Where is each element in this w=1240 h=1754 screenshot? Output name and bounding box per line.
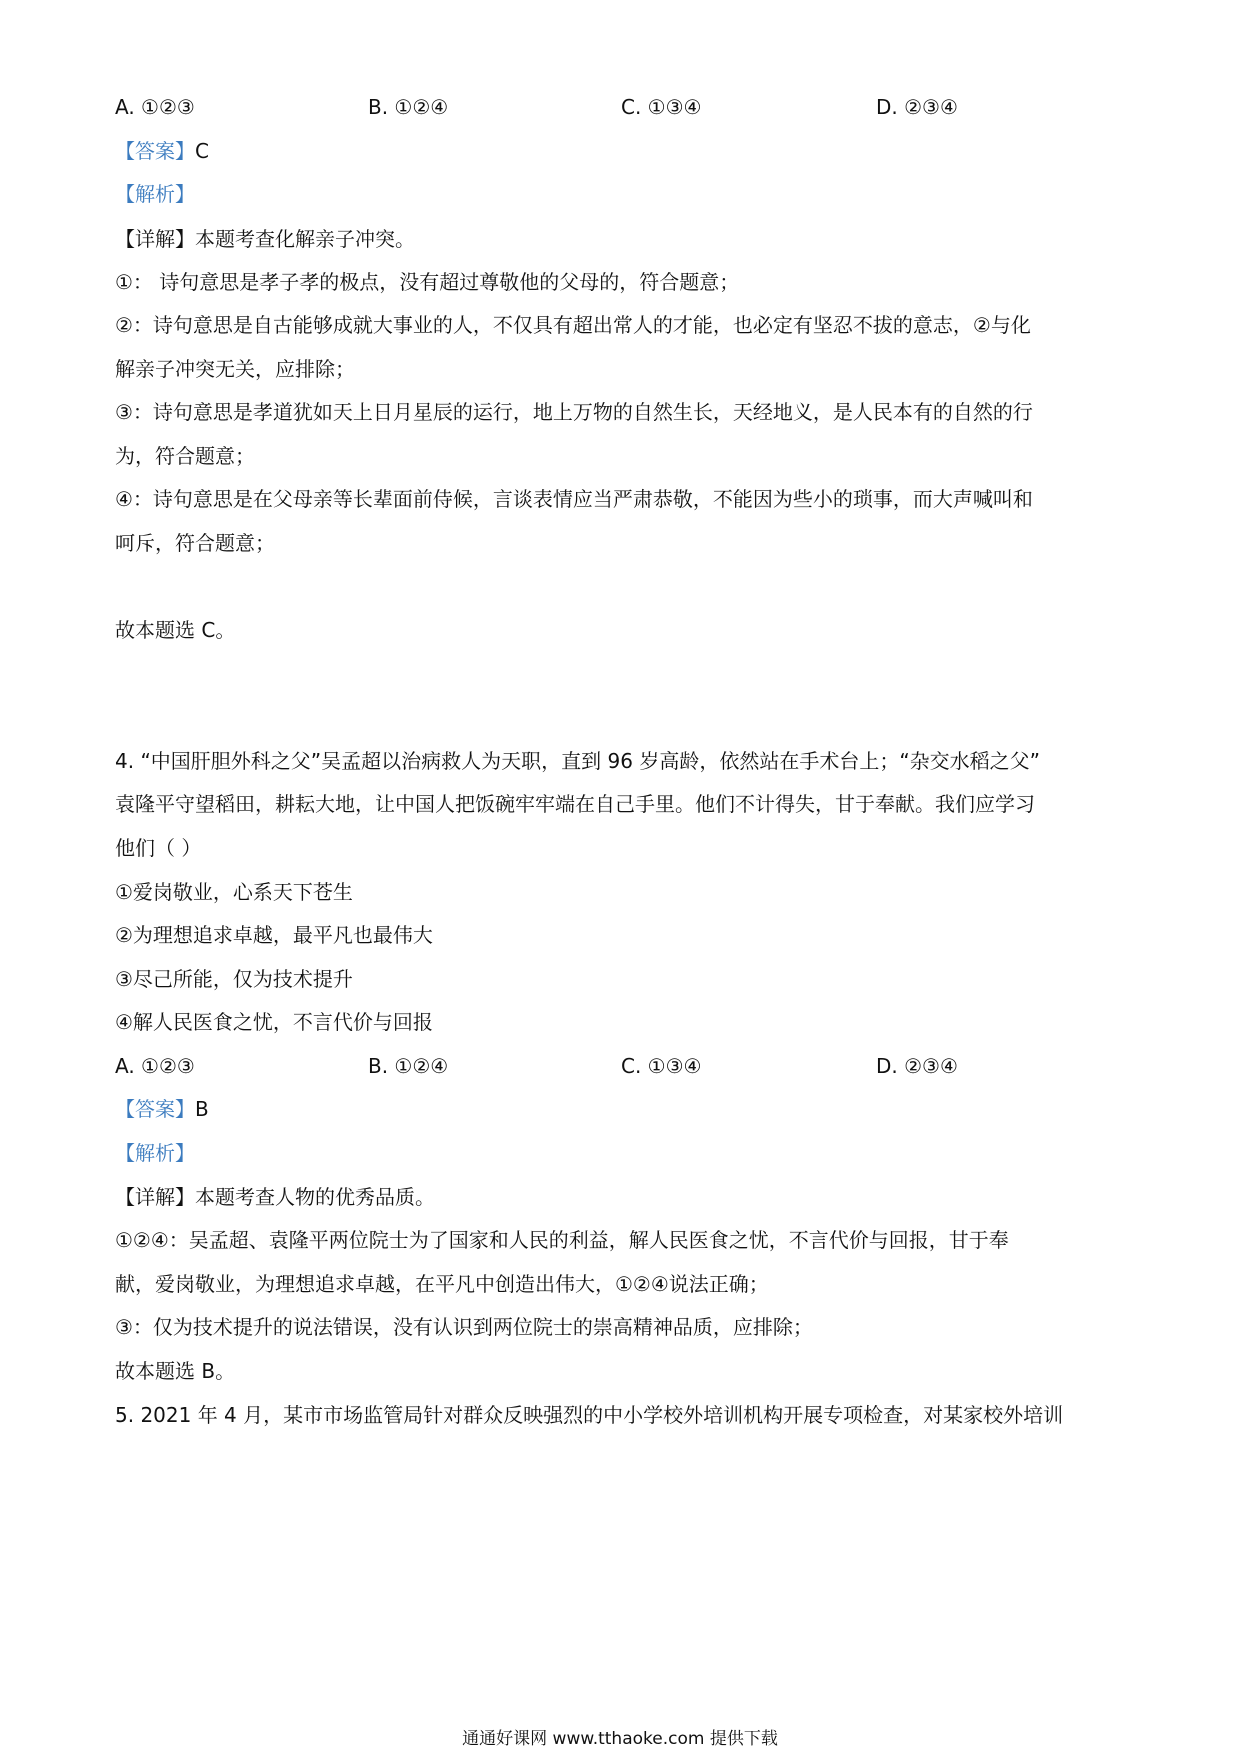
q4-answer [115,1095,1135,1123]
q4-analysis-tag: 【解析】 [115,1141,195,1165]
q3-detail-line: ④：诗句意思是在父母亲等长辈面前侍候，言谈表情应当严肃恭敬，不能因为些小的琐事，而大声喊叫和 [115,487,1033,511]
q3-detail-line: 为，符合题意； [115,444,255,468]
q4-stem-line: 他们（ ） [115,836,202,860]
q4-analysis [115,1139,1135,1167]
q3-option-c: C. ①③④ [621,95,702,119]
q4-statement: ①爱岗敬业，心系天下苍生 [115,880,353,904]
q4-answer-value: B [195,1097,209,1121]
q3-option-a: A. ①②③ [115,95,195,119]
q5-stem-line: 5. 2021 年 4 月，某市市场监管局针对群众反映强烈的中小学校外培训机构开展专项检查，对某家校外培训 [115,1403,1064,1427]
q4-detail-tag: 【详解】 [115,1185,195,1209]
q4-statement: ②为理想追求卓越，最平凡也最伟大 [115,923,433,947]
q3-option-b: B. ①②④ [368,95,449,119]
q4-option-b: B. ①②④ [368,1054,449,1078]
q4-stem-line: 4. “中国肝胆外科之父”吴孟超以治病救人为天职，直到 96 岁高龄，依然站在手术台上；“杂交水稻之父” [115,749,1041,773]
q4-stem-line: 袁隆平守望稻田，耕耘大地，让中国人把饭碗牢牢端在自己手里。他们不计得失，甘于奉献。我们应学习 [115,792,1035,816]
q4-option-a: A. ①②③ [115,1054,195,1078]
q3-detail-line: 呵斥，符合题意； [115,531,275,555]
q4-option-c: C. ①③④ [621,1054,702,1078]
q3-answer [115,137,1135,165]
q3-detail-tag: 【详解】 [115,227,195,251]
q3-analysis [115,180,1135,208]
q4-conclusion: 故本题选 B。 [115,1359,236,1383]
q4-detail-line: 献，爱岗敬业，为理想追求卓越，在平凡中创造出伟大，①②④说法正确； [115,1272,769,1296]
q3-option-d: D. ②③④ [876,95,958,119]
q4-options [115,1052,1135,1080]
q3-detail-line: 解亲子冲突无关，应排除； [115,357,355,381]
q4-option-d: D. ②③④ [876,1054,958,1078]
q4-statement: ④解人民医食之忧，不言代价与回报 [115,1010,433,1034]
q4-answer-tag: 【答案】 [115,1097,195,1121]
q3-detail-line: ②：诗句意思是自古能够成就大事业的人，不仅具有超出常人的才能，也必定有坚忍不拔的意志，②与化 [115,313,1031,337]
q4-detail-line: ①②④：吴孟超、袁隆平两位院士为了国家和人民的利益，解人民医食之忧，不言代价与回报，甘于奉 [115,1228,1009,1252]
q3-options [115,93,1135,121]
q4-detail-line [115,1183,1135,1211]
q4-statement: ③尽己所能，仅为技术提升 [115,967,353,991]
q3-answer-value: C [195,139,209,163]
q3-conclusion: 故本题选 C。 [115,618,236,642]
q3-answer-tag: 【答案】 [115,139,195,163]
page-footer: 通通好课网 www.tthaoke.com 提供下载 [462,1729,778,1749]
q4-detail-line: ③：仅为技术提升的说法错误，没有认识到两位院士的崇高精神品质，应排除； [115,1315,813,1339]
q4-detail-text: 本题考查人物的优秀品质。 [195,1185,435,1209]
q3-detail-line [115,225,1135,253]
q3-detail-line: ③：诗句意思是孝道犹如天上日月星辰的运行，地上万物的自然生长，天经地义，是人民本有的自然的行 [115,400,1033,424]
q3-detail-text: 本题考查化解亲子冲突。 [195,227,415,251]
q3-detail-line: ①： 诗句意思是孝子孝的极点，没有超过尊敬他的父母的，符合题意； [115,270,740,294]
q3-analysis-tag: 【解析】 [115,182,195,206]
